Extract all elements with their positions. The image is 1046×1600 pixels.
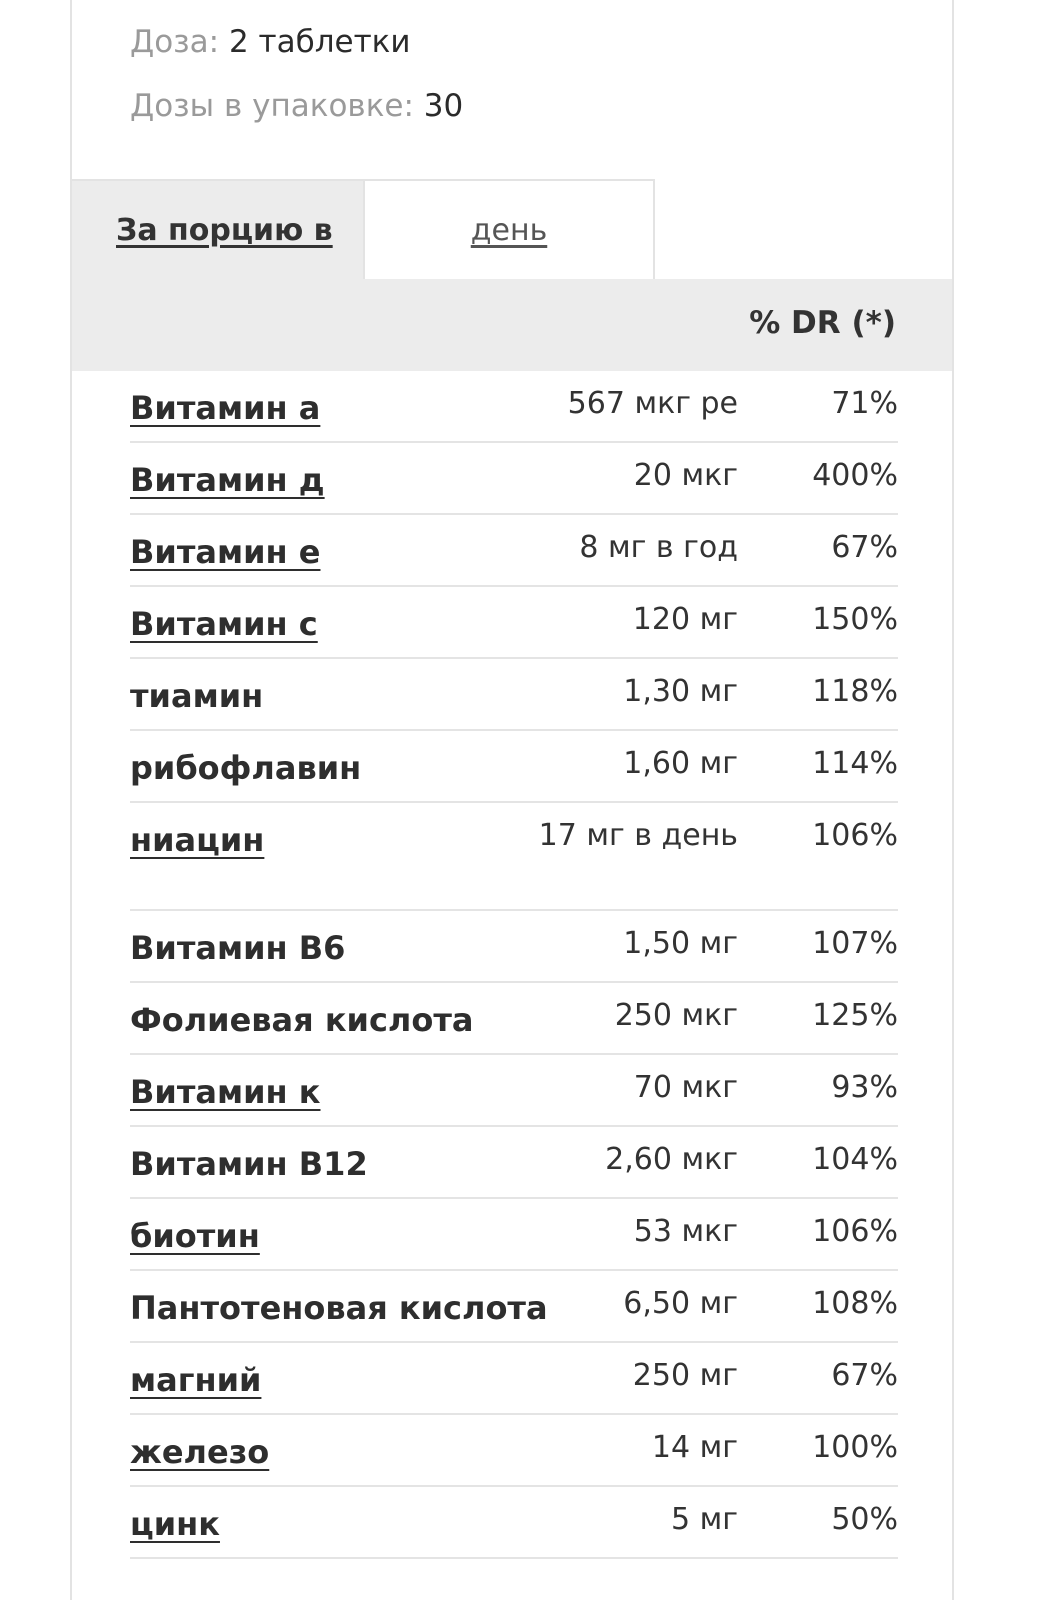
nutrient-dr-percent: 67% [831,1358,898,1393]
nutrient-amount: 14 мг [651,1430,738,1465]
tab-per-day-label: день [470,213,548,248]
nutrient-name[interactable]: биотин [130,1217,260,1255]
nutrient-amount: 8 мг в год [579,530,738,565]
serving-tabs [72,179,952,279]
nutrient-amount: 53 мкг [633,1214,738,1249]
nutrient-dr-percent: 114% [812,746,898,781]
nutrient-dr-percent: 118% [812,674,898,709]
table-row [130,1487,898,1559]
nutrient-dr-percent: 106% [812,1214,898,1249]
table-header [72,279,952,371]
nutrient-dr-percent: 400% [812,458,898,493]
header-dr: % DR (*) [749,305,896,341]
nutrient-dr-percent: 107% [812,926,898,961]
nutrient-dr-percent: 106% [812,818,898,853]
nutrient-amount: 2,60 мкг [605,1142,738,1177]
table-row [130,659,898,731]
nutrient-amount: 70 мкг [633,1070,738,1105]
nutrient-name[interactable]: Витамин а [130,389,321,427]
table-row [130,1055,898,1127]
nutrient-table [130,371,898,1559]
nutrient-amount: 120 мг [632,602,738,637]
nutrient-name: Витамин В6 [130,929,346,967]
nutrient-name[interactable]: Витамин д [130,461,325,499]
nutrient-name[interactable]: железо [130,1433,270,1471]
table-row [130,1415,898,1487]
nutrient-dr-percent: 150% [812,602,898,637]
nutrient-dr-percent: 71% [831,386,898,421]
nutrition-card [70,0,954,1600]
tab-per-day[interactable] [363,179,655,279]
table-row [130,803,898,911]
dose-label: Доза: [130,24,220,60]
nutrient-amount: 250 мкг [614,998,738,1033]
pack-label: Дозы в упаковке: [130,88,414,124]
nutrient-amount: 5 мг [670,1502,738,1537]
nutrient-name[interactable]: Витамин к [130,1073,321,1111]
nutrient-name: Пантотеновая кислота [130,1289,548,1327]
nutrient-name[interactable]: ниацин [130,821,265,859]
tab-per-serving-label: За порцию в [116,213,333,248]
tab-per-serving[interactable] [72,179,363,279]
table-row [130,1343,898,1415]
nutrient-amount: 567 мкг ре [567,386,738,421]
table-row [130,731,898,803]
nutrient-amount: 20 мкг [633,458,738,493]
nutrient-name[interactable]: Витамин е [130,533,321,571]
nutrient-amount: 1,50 мг [623,926,738,961]
table-row [130,1271,898,1343]
table-row [130,515,898,587]
nutrient-dr-percent: 100% [812,1430,898,1465]
nutrient-name[interactable]: цинк [130,1505,220,1543]
table-row [130,443,898,515]
pack-line [130,86,463,126]
table-row [130,983,898,1055]
nutrient-name[interactable]: Витамин с [130,605,318,643]
nutrient-dr-percent: 93% [831,1070,898,1105]
nutrient-dr-percent: 104% [812,1142,898,1177]
table-row [130,371,898,443]
pack-value: 30 [423,88,464,124]
table-row [130,1127,898,1199]
nutrient-name: рибофлавин [130,749,362,787]
table-row [130,1199,898,1271]
table-row [130,911,898,983]
table-row [130,587,898,659]
nutrient-amount: 250 мг [632,1358,738,1393]
nutrient-dr-percent: 108% [812,1286,898,1321]
nutrient-name: тиамин [130,677,264,715]
nutrient-amount: 1,60 мг [623,746,738,781]
dose-line [130,22,411,62]
dose-value: 2 таблетки [228,24,411,60]
nutrient-amount: 1,30 мг [623,674,738,709]
nutrient-name[interactable]: магний [130,1361,262,1399]
nutrient-amount: 17 мг в день [538,818,738,853]
nutrient-name: Фолиевая кислота [130,1001,474,1039]
nutrient-name: Витамин В12 [130,1145,368,1183]
nutrient-dr-percent: 50% [831,1502,898,1537]
nutrient-amount: 6,50 мг [623,1286,738,1321]
nutrient-dr-percent: 125% [812,998,898,1033]
nutrient-dr-percent: 67% [831,530,898,565]
